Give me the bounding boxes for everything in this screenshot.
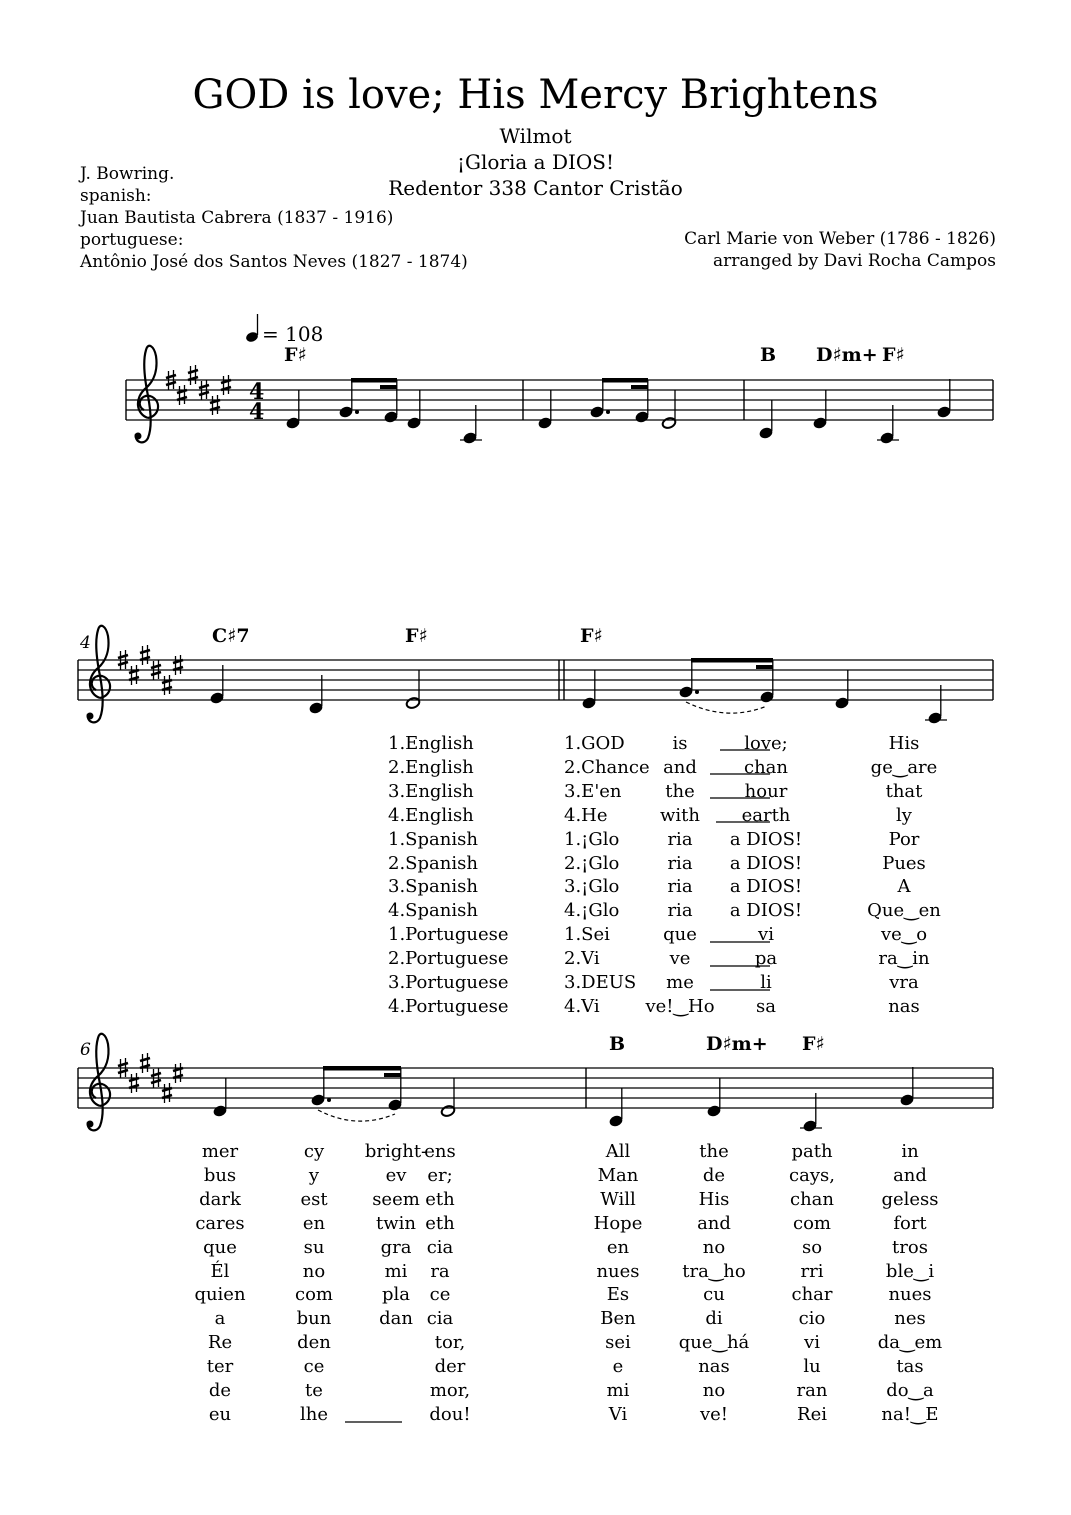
lyric-syllable: in [901, 1141, 919, 1162]
verse-label: 4.Spanish [388, 900, 478, 922]
chord-symbol: F♯ [405, 625, 428, 647]
verse-label: 1.Portuguese [388, 924, 509, 946]
lyric-syllable: cia [426, 1308, 454, 1330]
verse-label: 2.English [388, 756, 474, 778]
lyricist-line: Antônio José dos Santos Neves (1827 - 1874) [80, 252, 468, 272]
lyric-syllable: with [660, 804, 700, 826]
lyric-syllable: 1.¡Glo [564, 828, 620, 850]
chord-symbol: F♯ [284, 344, 307, 366]
lyric-syllable: quien [194, 1284, 246, 1306]
treble-clef-icon [87, 626, 111, 723]
lyric-syllable: e [612, 1356, 624, 1378]
lyric-syllable: a [214, 1308, 226, 1330]
lyric-syllable: que‿há [678, 1332, 750, 1354]
lyric-syllable: mor, [429, 1380, 471, 1401]
lyric-syllable: 3.¡Glo [564, 876, 620, 898]
lyric-syllable: 2.¡Glo [564, 852, 620, 874]
lyric-syllable: eth [425, 1188, 455, 1210]
chord-symbol: B [609, 1033, 626, 1055]
lyric-syllable: Vi [608, 1403, 628, 1425]
lyric-syllable: 1.GOD [564, 733, 625, 754]
tempo-value: = 108 [262, 322, 324, 346]
lyric-syllable: nues [596, 1260, 640, 1282]
lyric-syllable: ria [667, 828, 693, 850]
verse-label: 1.English [388, 733, 474, 754]
measure-number: 4 [80, 633, 91, 653]
lyric-syllable: de [702, 1164, 726, 1186]
lyric-syllable: ve [669, 948, 691, 970]
lyric-syllable: char [791, 1284, 833, 1306]
lyric-syllable: Por [888, 828, 920, 850]
lyric-syllable: ve! [699, 1403, 729, 1425]
lyric-syllable: chan [790, 1188, 834, 1210]
lyric-syllable: nes [894, 1308, 926, 1330]
lyric-syllable: cays, [789, 1164, 835, 1186]
lyric-syllable: ve‿o [880, 924, 928, 946]
lyric-syllable: twin [376, 1212, 416, 1234]
staff-system-1 [126, 314, 993, 445]
lyric-syllable: ria [667, 900, 693, 922]
lyric-syllable: Es [606, 1284, 630, 1306]
lyric-syllable: ter [206, 1356, 234, 1378]
lyric-syllable: dark [199, 1188, 241, 1210]
lyric-syllable: com [295, 1284, 333, 1306]
lyric-syllable: geless [881, 1188, 939, 1210]
lyric-syllable: li [760, 972, 772, 993]
lyric-syllable: Hope [593, 1212, 643, 1234]
lyric-syllable: Rei [797, 1403, 827, 1425]
lyric-syllable: A [897, 876, 911, 898]
lyric-syllable: 4.He [564, 804, 608, 826]
lyric-syllable: vi [758, 924, 774, 946]
verse-label: 3.Spanish [388, 876, 478, 898]
chord-symbol: F♯ [580, 625, 603, 647]
lyricist-line: spanish: [80, 186, 152, 206]
lyric-syllable: hour [744, 780, 788, 802]
hymnal-refs: Redentor 338 Cantor Cristão [388, 176, 683, 200]
chord-symbol: D♯m+ [816, 344, 878, 366]
lyric-syllable: est [300, 1188, 328, 1210]
lyric-syllable: ran [796, 1380, 828, 1401]
lyric-syllable: Pues [882, 852, 926, 874]
lyric-syllable: ve!‿Ho [645, 995, 715, 1017]
lyricist-line: Juan Bautista Cabrera (1837 - 1916) [80, 208, 394, 228]
treble-clef-icon [87, 1034, 111, 1131]
lyric-syllable: bun [296, 1308, 332, 1330]
chord-symbol: D♯m+ [706, 1033, 768, 1055]
lyric-syllable: tor, [434, 1332, 466, 1354]
lyric-syllable: y [308, 1164, 320, 1186]
lyric-syllable: mi [384, 1260, 408, 1282]
lyric-syllable: bright- [364, 1141, 428, 1162]
lyric-syllable: gra [380, 1236, 412, 1258]
lyric-syllable: and [697, 1212, 731, 1234]
chord-symbol: F♯ [882, 344, 905, 366]
lyric-syllable: 4.Vi [564, 995, 600, 1017]
lyric-syllable: is [672, 733, 688, 754]
lyric-syllable: All [605, 1141, 631, 1162]
lyric-syllable: lu [803, 1356, 821, 1378]
lyric-syllable: ly [896, 804, 912, 826]
lyric-syllable: ce [303, 1356, 325, 1378]
lyric-syllable: ce [429, 1284, 451, 1306]
lyric-syllable: eth [425, 1212, 455, 1234]
lyric-syllable: di [705, 1308, 723, 1330]
verse-label: 4.English [388, 804, 474, 826]
lyric-syllable: vra [889, 972, 919, 993]
verse-label: 1.Spanish [388, 828, 478, 850]
lyricist-line: portuguese: [80, 230, 184, 250]
lyric-syllable: 4.¡Glo [564, 900, 620, 922]
lyric-syllable: 2.Vi [564, 948, 600, 970]
lyric-syllable: seem [372, 1188, 420, 1210]
page-title: GOD is love; His Mercy Brightens [192, 72, 879, 118]
lyric-syllable: Will [600, 1188, 636, 1210]
lyric-syllable: a DIOS! [729, 852, 803, 874]
lyric-syllable: er; [427, 1164, 453, 1186]
measure-number: 6 [80, 1040, 91, 1060]
lyric-syllable: and [893, 1164, 927, 1186]
lyric-syllable: Man [597, 1164, 639, 1186]
lyric-syllable: mi [606, 1380, 630, 1401]
verse-label: 4.Portuguese [388, 995, 509, 1017]
svg-text:4: 4 [249, 379, 265, 405]
chord-symbol: F♯ [802, 1033, 825, 1055]
verse-label: 3.English [388, 780, 474, 802]
lyric-syllable: fort [893, 1212, 927, 1234]
lyric-syllable: earth [741, 804, 791, 826]
lyric-syllable: dou! [429, 1403, 471, 1425]
lyric-syllable: rri [800, 1260, 824, 1282]
lyric-syllable: cio [798, 1308, 826, 1330]
lyric-syllable: dan [379, 1308, 413, 1330]
lyric-syllable: en [302, 1212, 326, 1234]
arranger: arranged by Davi Rocha Campos [713, 251, 996, 271]
lyric-syllable: ens [424, 1141, 456, 1162]
lyric-syllable: 3.E'en [564, 780, 622, 802]
lyric-syllable: de [208, 1380, 232, 1401]
lyric-syllable: love; [744, 733, 788, 754]
lyric-syllable: 2.Chance [564, 756, 650, 778]
lyric-syllable: and [663, 756, 697, 778]
lyric-syllable: no [302, 1260, 326, 1282]
lyric-syllable: en [606, 1236, 630, 1258]
verse-label: 2.Portuguese [388, 948, 509, 970]
lyric-syllable: do‿a [886, 1380, 934, 1401]
lyric-syllable: mer [201, 1141, 239, 1162]
lyric-syllable: tra‿ho [682, 1260, 746, 1282]
lyric-syllable: Ben [600, 1308, 636, 1330]
lyric-syllable: ble‿i [885, 1260, 935, 1282]
lyric-syllable: vi [804, 1332, 820, 1354]
lyric-syllable: na!‿E [881, 1403, 939, 1425]
lyric-syllable: ev [385, 1164, 407, 1186]
verse-label: 3.Portuguese [388, 972, 509, 993]
lyric-syllable: cy [303, 1141, 325, 1162]
lyric-syllable: Él [210, 1260, 230, 1282]
lyric-syllable: 1.Sei [564, 924, 610, 946]
lyric-syllable: so [801, 1236, 823, 1258]
verse-label: 2.Spanish [388, 852, 478, 874]
lyric-syllable: ria [667, 852, 693, 874]
lyric-syllable: lhe [299, 1403, 328, 1425]
lyric-syllable: a DIOS! [729, 900, 803, 922]
lyric-syllable: a DIOS! [729, 828, 803, 850]
lyric-syllable: eu [208, 1403, 232, 1425]
lyric-syllable: the [699, 1141, 729, 1162]
lyric-syllable: da‿em [877, 1332, 943, 1354]
lyric-syllable: ra [430, 1260, 450, 1282]
lyric-syllable: que [663, 924, 697, 946]
lyric-syllable: com [793, 1212, 831, 1234]
lyric-syllable: cia [426, 1236, 454, 1258]
subtitle: ¡Gloria a DIOS! [456, 150, 615, 174]
composer: Carl Marie von Weber (1786 - 1826) [684, 229, 996, 249]
lyric-syllable: nas [888, 995, 920, 1017]
tune-name: Wilmot [499, 124, 572, 148]
lyric-syllable: pla [381, 1284, 410, 1306]
lyric-syllable: that [885, 780, 923, 802]
lyric-syllable: chan [744, 756, 788, 778]
lyric-syllable: nues [888, 1284, 932, 1306]
treble-clef-icon [135, 346, 159, 443]
lyric-syllable: 3.DEUS [564, 972, 637, 993]
lyric-syllable: His [888, 733, 920, 754]
lyric-syllable: sei [605, 1332, 631, 1354]
lyric-syllable: den [297, 1332, 331, 1354]
lyric-syllable: te [305, 1380, 323, 1401]
chord-symbol: B [760, 344, 777, 366]
lyric-syllable: cu [703, 1284, 725, 1306]
lyric-syllable: sa [756, 995, 776, 1017]
lyric-syllable: Re [207, 1332, 233, 1354]
lyric-syllable: Que‿en [867, 900, 941, 922]
lyric-syllable: His [698, 1188, 730, 1210]
lyric-syllable: ge‿are [870, 756, 938, 778]
chord-symbol: C♯7 [212, 625, 250, 647]
lyric-syllable: me [666, 972, 694, 993]
lyric-syllable: tas [896, 1356, 924, 1378]
lyric-syllable: cares [195, 1212, 245, 1234]
lyric-syllable: ra‿in [878, 948, 930, 970]
lyric-syllable: tros [892, 1236, 928, 1258]
lyric-syllable: bus [203, 1164, 237, 1186]
lyric-syllable: que [203, 1236, 237, 1258]
lyric-syllable: no [702, 1236, 726, 1258]
lyric-syllable: su [303, 1236, 325, 1258]
lyricist-line: J. Bowring. [80, 164, 175, 184]
lyric-syllable: der [434, 1356, 466, 1378]
lyric-syllable: ria [667, 876, 693, 898]
lyric-syllable: pa [754, 948, 778, 970]
lyric-syllable: no [702, 1380, 726, 1401]
lyric-syllable: nas [698, 1356, 730, 1378]
svg-text:4: 4 [249, 399, 265, 425]
lyric-syllable: a DIOS! [729, 876, 803, 898]
lyric-syllable: the [665, 780, 695, 802]
lyric-syllable: path [791, 1141, 833, 1162]
